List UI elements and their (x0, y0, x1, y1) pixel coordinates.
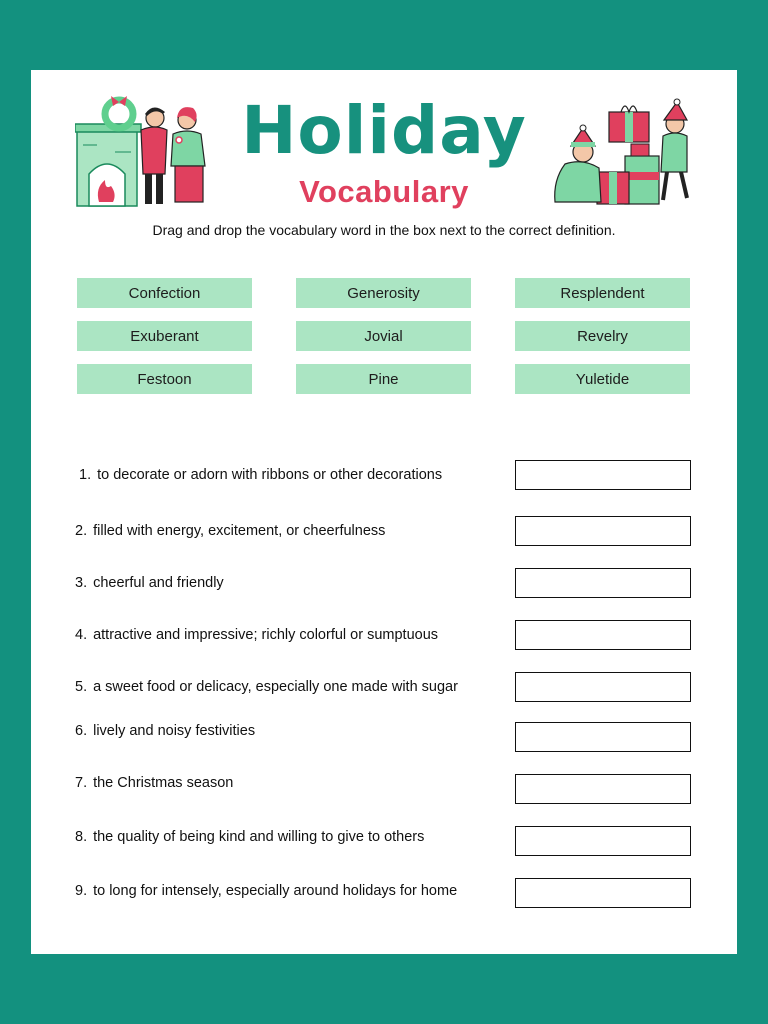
answer-drop-box[interactable] (515, 826, 691, 856)
answer-drop-box[interactable] (515, 568, 691, 598)
word-chip-exuberant[interactable]: Exuberant (77, 321, 252, 351)
answer-drop-box[interactable] (515, 878, 691, 908)
definition-text (75, 768, 233, 798)
answer-drop-box[interactable] (515, 460, 691, 490)
answer-drop-box[interactable] (515, 672, 691, 702)
word-chip-pine[interactable]: Pine (296, 364, 471, 394)
definition-text (75, 716, 255, 746)
answer-drop-box[interactable] (515, 774, 691, 804)
definition-number: 4. (75, 627, 88, 643)
definition-label: lively and noisy festivities (93, 723, 256, 739)
definition-row (75, 878, 691, 908)
definition-number: 3. (75, 575, 88, 591)
definition-label: a sweet food or delicacy, especially one made with sugar (93, 679, 458, 695)
answer-drop-box[interactable] (515, 722, 691, 752)
definition-row (75, 722, 691, 752)
definition-number: 6. (75, 723, 88, 739)
definition-label: the quality of being kind and willing to give to others (93, 829, 425, 845)
worksheet-subtitle: Vocabulary (299, 174, 469, 209)
definition-number: 8. (75, 829, 88, 845)
definition-number: 7. (75, 775, 88, 791)
elves-gifts-illustration (551, 98, 693, 210)
definition-text (75, 822, 424, 852)
definition-row (75, 460, 691, 490)
answer-drop-box[interactable] (515, 620, 691, 650)
word-chip-revelry[interactable]: Revelry (515, 321, 690, 351)
worksheet-page (31, 70, 737, 954)
definition-number: 1. (79, 467, 92, 483)
definition-text (75, 620, 438, 650)
definition-label: the Christmas season (93, 775, 234, 791)
definition-label: filled with energy, excitement, or cheerfulness (93, 523, 386, 539)
definition-row (75, 620, 691, 650)
answer-drop-box[interactable] (515, 516, 691, 546)
definition-row (75, 826, 691, 856)
definition-label: cheerful and friendly (93, 575, 224, 591)
definition-text (75, 568, 224, 598)
definition-row (75, 774, 691, 804)
word-chip-festoon[interactable]: Festoon (77, 364, 252, 394)
word-chip-confection[interactable]: Confection (77, 278, 252, 308)
definition-number: 2. (75, 523, 88, 539)
word-bank (77, 278, 691, 394)
worksheet-title: Holiday (241, 92, 527, 169)
definition-row (75, 672, 691, 702)
definition-text (75, 516, 385, 546)
definition-label: to long for intensely, especially around holidays for home (93, 883, 458, 899)
definition-label: to decorate or adorn with ribbons or other decorations (97, 467, 443, 483)
definition-label: attractive and impressive; richly colorful or sumptuous (93, 627, 439, 643)
word-chip-resplendent[interactable]: Resplendent (515, 278, 690, 308)
definition-text (75, 876, 457, 906)
instruction-text: Drag and drop the vocabulary word in the box next to the correct definition. (152, 222, 616, 238)
definition-row (75, 516, 691, 546)
definition-text (79, 460, 442, 490)
definition-text (75, 672, 458, 702)
definition-row (75, 568, 691, 598)
definition-number: 9. (75, 883, 88, 899)
definition-number: 5. (75, 679, 88, 695)
word-chip-generosity[interactable]: Generosity (296, 278, 471, 308)
word-chip-jovial[interactable]: Jovial (296, 321, 471, 351)
word-chip-yuletide[interactable]: Yuletide (515, 364, 690, 394)
